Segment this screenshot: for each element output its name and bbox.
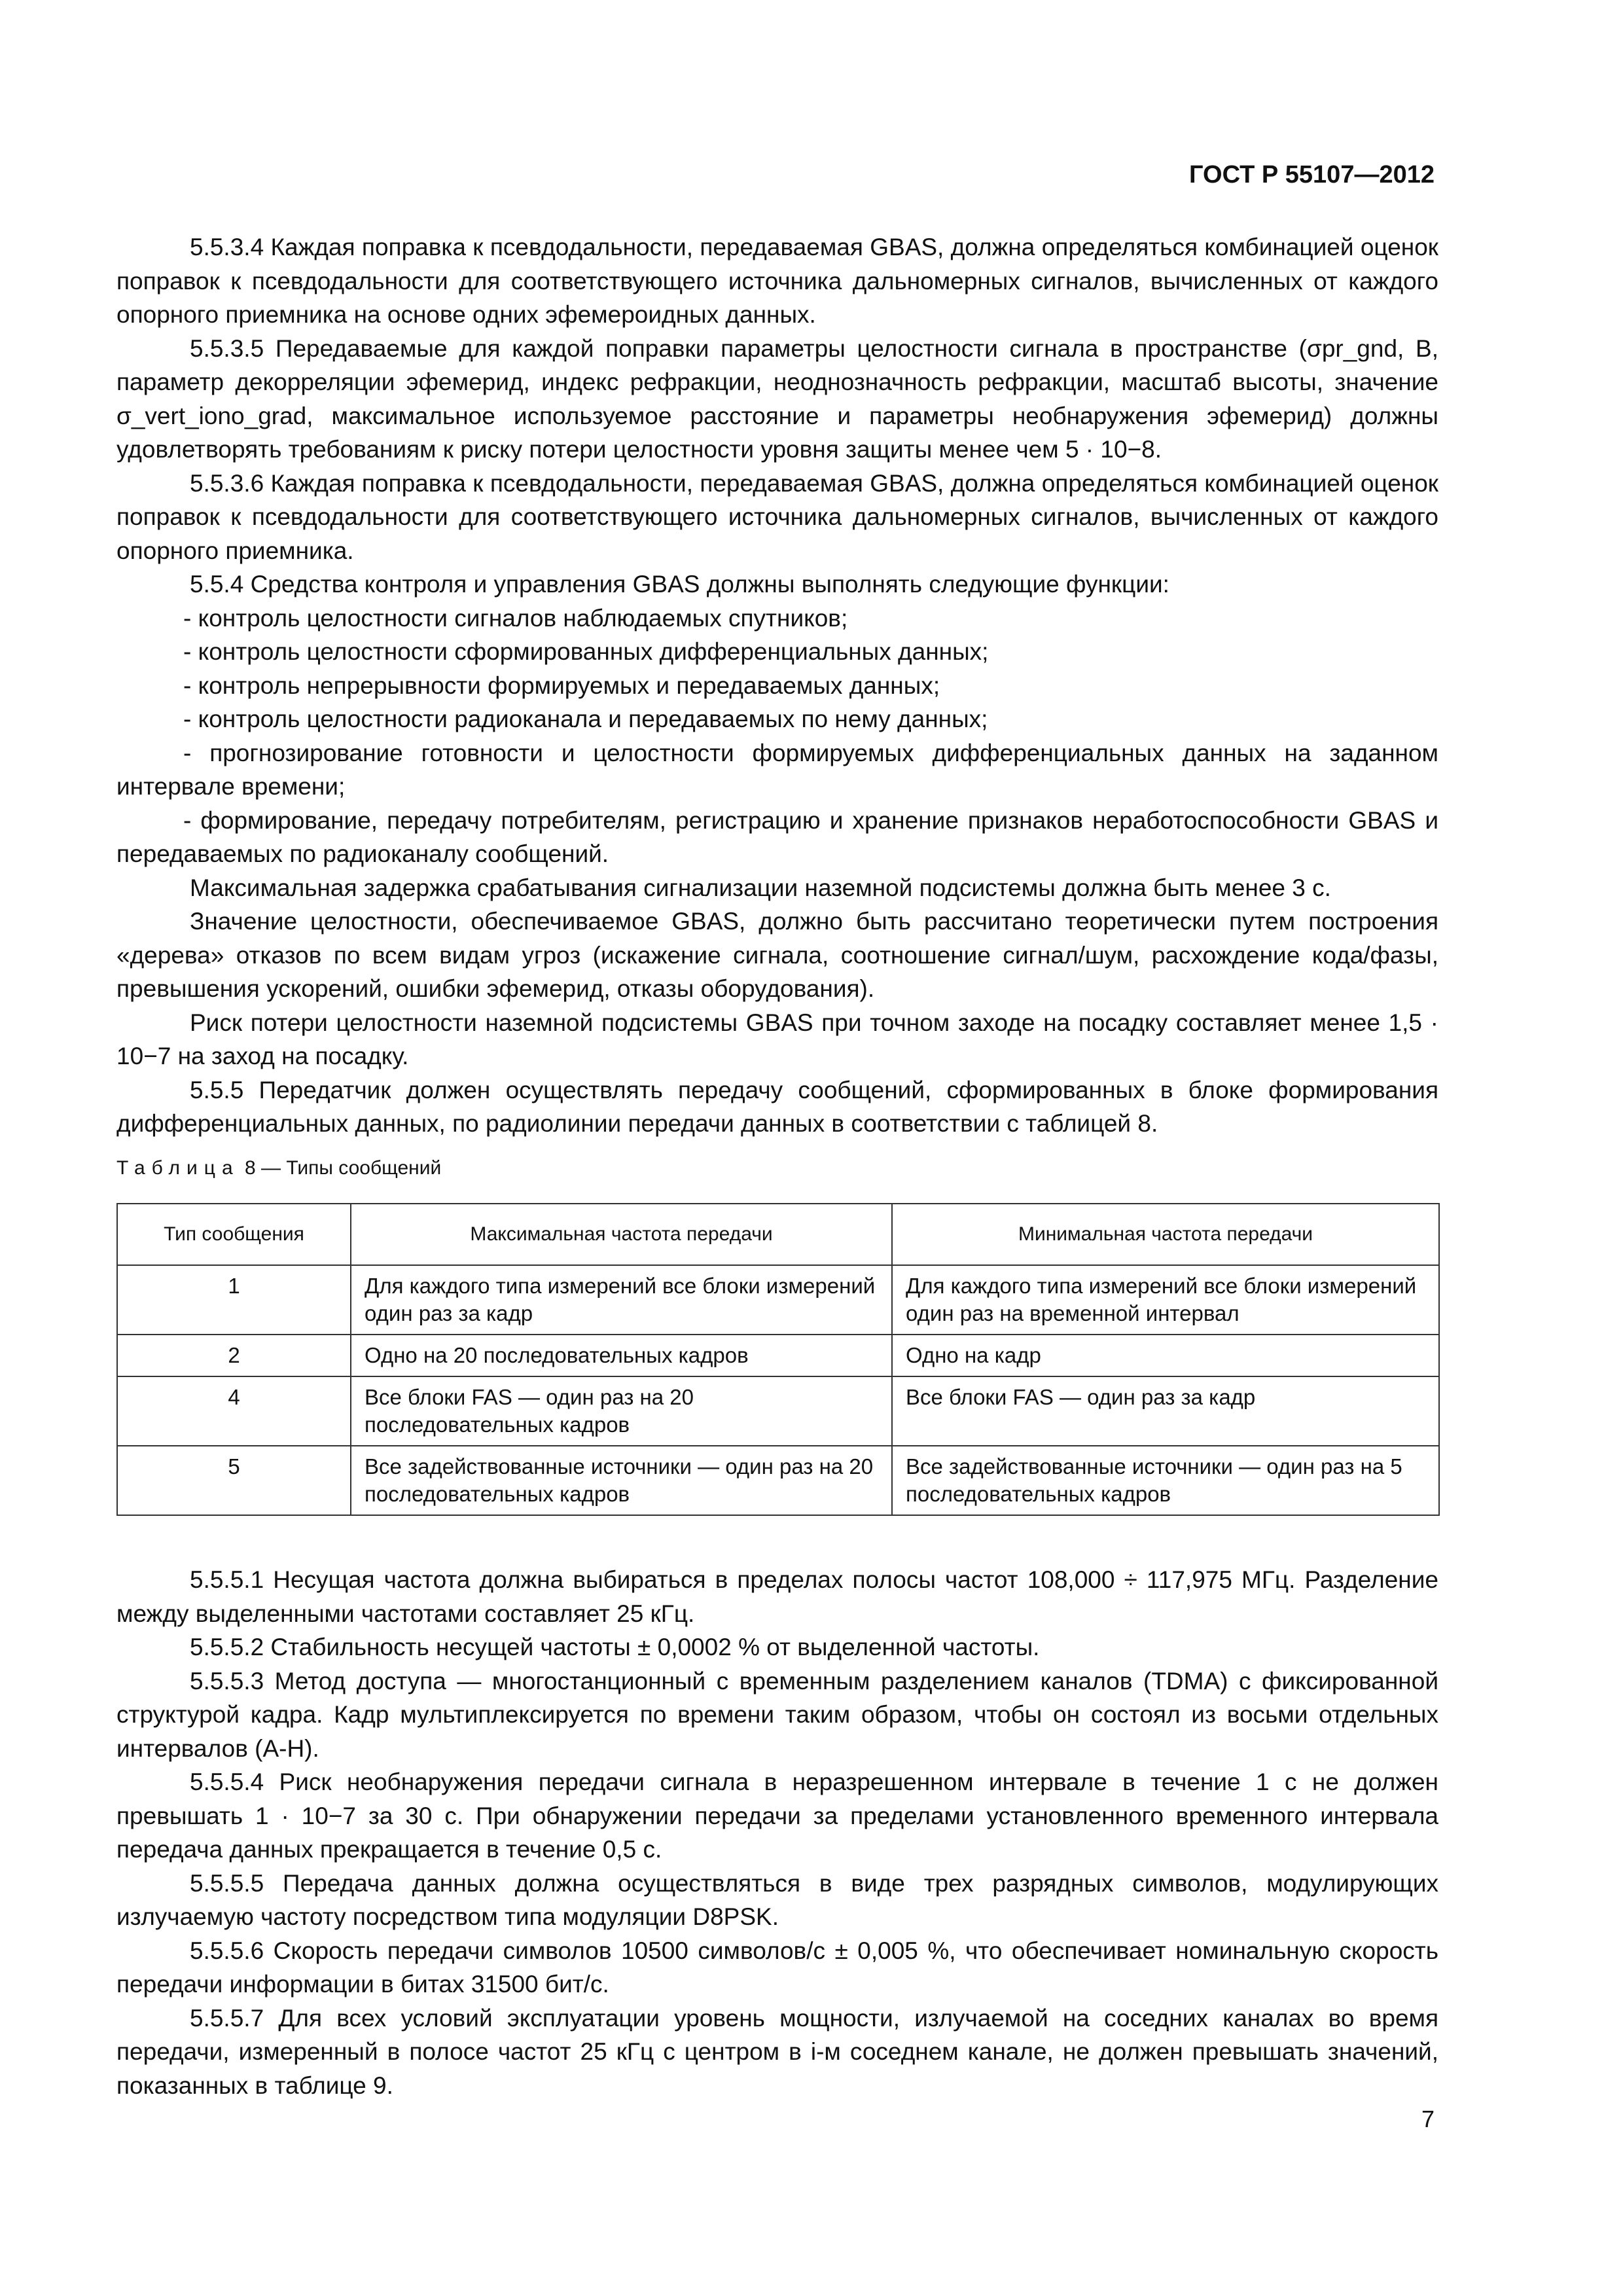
cell-type: 2 — [117, 1335, 351, 1376]
header-min-frequency: Минимальная частота передачи — [892, 1204, 1439, 1265]
table-row — [117, 1265, 1439, 1335]
paragraph-5-5-5-6: 5.5.5.6 Скорость передачи символов 10500 символов/с ± 0,005 %, что обеспечивает номинальную скорость передачи информации в битах 31500 бит/с. — [116, 1937, 1438, 1998]
list-item: - прогнозирование готовности и целостности формируемых дифференциальных данных на заданном интервале времени; — [116, 739, 1438, 800]
paragraph-5-5-5-1: 5.5.5.1 Несущая частота должна выбираться в пределах полосы частот 108,000 ÷ 117,975 МГц. Разделение между выделенными частотами составляет 25 кГц. — [116, 1566, 1438, 1627]
paragraph-5-5-5: 5.5.5 Передатчик должен осуществлять передачу сообщений, сформированных в блоке формирования дифференциальных данных, по радиолинии передачи данных в соответствии с таблицей 8. — [116, 1076, 1438, 1137]
header-max-frequency: Максимальная частота передачи — [351, 1204, 892, 1265]
paragraph-max-delay: Максимальная задержка срабатывания сигнализации наземной подсистемы должна быть менее 3 с. — [190, 874, 1331, 901]
document-designation: ГОСТ Р 55107—2012 — [1189, 161, 1435, 188]
paragraph-5-5-3-5: 5.5.3.5 Передаваемые для каждой поправки параметры целостности сигнала в пространстве (σpr_gnd, B, параметр декорреляции эфемерид, индекс рефракции, неоднозначность рефракции, масштаб высоты, значение σ_vert_iono_grad, максимальное используемое расстояние и параметры необнаружения эфемерид) должны удовлетворять требованиям к риску потери целостности уровня защиты менее чем 5 · 10−8. — [116, 334, 1438, 463]
paragraph-5-5-5-7: 5.5.5.7 Для всех условий эксплуатации уровень мощности, излучаемой на соседних каналах во время передачи, измеренный в полосе частот 25 кГц с центром в i-м соседнем канале, не должен превышать значений, показанных в таблице 9. — [116, 2004, 1438, 2099]
paragraph-5-5-5-2: 5.5.5.2 Стабильность несущей частоты ± 0,0002 % от выделенной частоты. — [190, 1634, 1040, 1660]
table-caption-title: 8 — Типы сообщений — [239, 1157, 442, 1179]
cell-type: 1 — [117, 1265, 351, 1335]
cell-max: Все задействованные источники — один раз на 20 последовательных кадров — [351, 1446, 892, 1515]
paragraph-5-5-4: 5.5.4 Средства контроля и управления GBAS должны выполнять следующие функции: — [190, 571, 1169, 598]
paragraph-5-5-5-5: 5.5.5.5 Передача данных должна осуществляться в виде трех разрядных символов, модулирующих излучаемую частоту посредством типа модуляции D8PSK. — [116, 1869, 1438, 1930]
cell-max: Все блоки FAS — один раз на 20 последовательных кадров — [351, 1376, 892, 1446]
table-row — [117, 1335, 1439, 1376]
header-message-type: Тип сообщения — [117, 1204, 351, 1265]
message-types-table-wrapper — [116, 1203, 1440, 1516]
cell-max: Для каждого типа измерений все блоки измерений один раз за кадр — [351, 1265, 892, 1335]
table-header-row — [117, 1204, 1439, 1265]
list-item: - контроль непрерывности формируемых и передаваемых данных; — [183, 672, 940, 699]
message-types-table — [116, 1203, 1440, 1516]
cell-min: Для каждого типа измерений все блоки измерений один раз на временной интервал — [892, 1265, 1439, 1335]
cell-min: Одно на кадр — [892, 1335, 1439, 1376]
paragraph-integrity-value: Значение целостности, обеспечиваемое GBAS, должно быть рассчитано теоретически путем построения «дерева» отказов по всем видам угроз (искажение сигнала, соотношение сигнал/шум, расхождение кода/фазы, превышения ускорений, ошибки эфемерид, отказы оборудования). — [116, 908, 1438, 1002]
paragraph-5-5-3-6: 5.5.3.6 Каждая поправка к псевдодальности, передаваемая GBAS, должна определяться комбинацией оценок поправок к псевдодальности для соответствующего источника дальномерных сигналов, вычисленных от каждого опорного приемника. — [116, 469, 1438, 564]
top-text-block — [116, 230, 1438, 1141]
paragraph-integrity-risk: Риск потери целостности наземной подсистемы GBAS при точном заходе на посадку составляет менее 1,5 · 10−7 на заход на посадку. — [116, 1009, 1438, 1069]
table-caption — [116, 1158, 441, 1178]
list-item: - контроль целостности сформированных дифференциальных данных; — [183, 638, 989, 665]
cell-max: Одно на 20 последовательных кадров — [351, 1335, 892, 1376]
list-item: - контроль целостности сигналов наблюдаемых спутников; — [183, 604, 848, 632]
bottom-text-block — [116, 1563, 1438, 2102]
paragraph-5-5-5-4: 5.5.5.4 Риск необнаружения передачи сигнала в неразрешенном интервале в течение 1 с не должен превышать 1 · 10−7 за 30 с. При обнаружении передачи за пределами установленного временного интервала передача данных прекращается в течение 0,5 с. — [116, 1768, 1438, 1863]
table-row — [117, 1446, 1439, 1515]
table-row — [117, 1376, 1439, 1446]
paragraph-5-5-5-3: 5.5.5.3 Метод доступа — многостанционный с временным разделением каналов (TDMA) с фиксированной структурой кадра. Кадр мультиплексируется по времени таким образом, чтобы он состоял из восьми отдельных интервалов (A-H). — [116, 1667, 1438, 1762]
list-item: - формирование, передачу потребителям, регистрацию и хранение признаков неработоспособности GBAS и передаваемых по радиоканалу сообщений. — [116, 806, 1438, 867]
cell-type: 5 — [117, 1446, 351, 1515]
cell-type: 4 — [117, 1376, 351, 1446]
table-caption-label: Таблица — [116, 1157, 240, 1179]
list-item: - контроль целостности радиоканала и передаваемых по нему данных; — [183, 706, 988, 732]
cell-min: Все задействованные источники — один раз на 5 последовательных кадров — [892, 1446, 1439, 1515]
paragraph-5-5-3-4: 5.5.3.4 Каждая поправка к псевдодальности, передаваемая GBAS, должна определяться комбинацией оценок поправок к псевдодальности для соответствующего источника дальномерных сигналов, вычисленных от каждого опорного приемника на основе одних эфемероидных данных. — [116, 234, 1438, 328]
cell-min: Все блоки FAS — один раз за кадр — [892, 1376, 1439, 1446]
page-number: 7 — [1421, 2106, 1435, 2132]
